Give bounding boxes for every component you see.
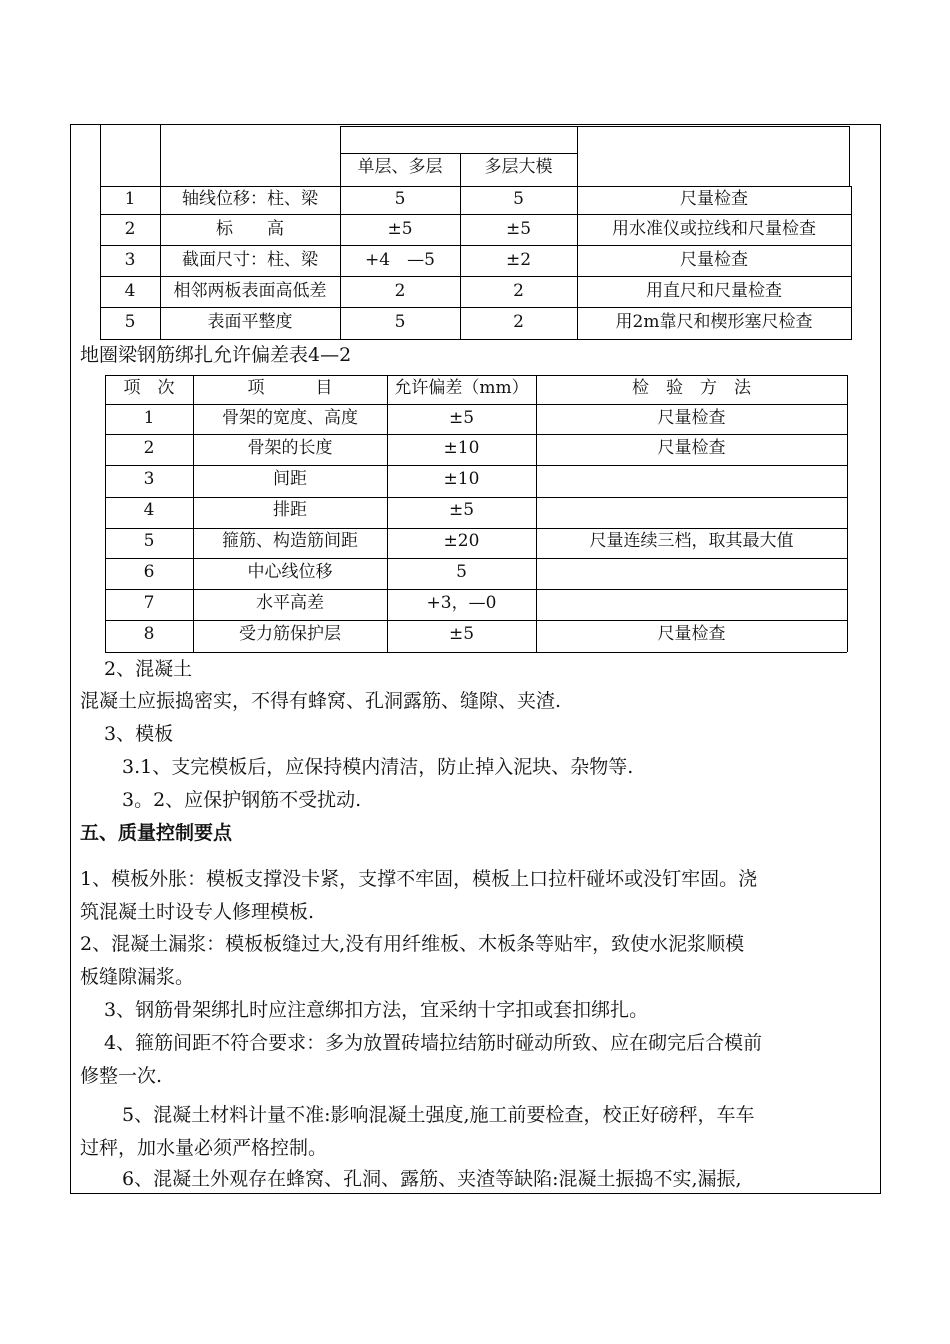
table1-header-multi-large: 多层大模 <box>484 157 553 177</box>
table2-line <box>105 528 847 529</box>
table1-line <box>340 153 577 154</box>
table2-row6-item: 中心线位移 <box>247 562 333 582</box>
quality-point-4-line2: 修整一次. <box>80 1065 163 1087</box>
table2-row6-tol: 5 <box>456 562 467 582</box>
table2-row6-no: 6 <box>143 562 155 582</box>
table1-row4-v1: 2 <box>394 281 406 301</box>
formwork-point-2: 3。2、应保护钢筋不受扰动. <box>122 789 362 811</box>
table2-row4-item: 排距 <box>273 500 307 520</box>
table2-line <box>105 620 847 621</box>
table2-row8-item: 受力筋保护层 <box>239 624 341 644</box>
table1-row2-v1: ±5 <box>387 219 413 239</box>
table1-line <box>340 126 577 127</box>
table2-row5-item: 箍筋、构造筋间距 <box>222 531 358 551</box>
table1-line <box>100 214 851 215</box>
section-concrete-body: 混凝土应振捣密实，不得有蜂窝、孔洞露筋、缝隙、夹渣. <box>80 690 562 712</box>
table1-row2-v2: ±5 <box>505 219 532 239</box>
table1-row4-method: 用直尺和尺量检查 <box>646 281 782 301</box>
table2-row5-method: 尺量连续三档，取其最大值 <box>589 531 794 551</box>
table1-row5-item: 表面平整度 <box>207 312 293 332</box>
table2-row7-no: 7 <box>143 593 155 613</box>
table1-line <box>100 186 851 187</box>
table2-row8-no: 8 <box>143 624 155 644</box>
quality-point-6-line1: 6、混凝土外观存在蜂窝、孔洞、露筋、夹渣等缺陷:混凝土振捣不实,漏振, <box>122 1168 742 1190</box>
table1-row4-item: 相邻两板表面高低差 <box>173 281 327 301</box>
table1-row5-no: 5 <box>124 312 136 332</box>
table1-row3-v1: +4 —5 <box>365 250 435 270</box>
quality-point-5-line2: 过秤，加水量必须严格控制。 <box>80 1137 328 1159</box>
table1-line <box>849 126 850 186</box>
quality-point-1-line1: 1、模板外胀：模板支撑没卡紧，支撑不牢固，模板上口拉杆碰坏或没钉牢固。浇 <box>80 868 758 890</box>
table1-row5-v1: 5 <box>394 312 406 332</box>
table2-row2-no: 2 <box>143 438 155 458</box>
table2-line <box>105 404 847 405</box>
table2-row4-no: 4 <box>143 500 155 520</box>
table2-row1-no: 1 <box>143 408 155 428</box>
table1-row1-no: 1 <box>124 189 136 209</box>
table1-row3-no: 3 <box>124 250 136 270</box>
table2-row3-item: 间距 <box>273 469 307 489</box>
table2-line <box>105 375 847 376</box>
table1-row5-method: 用2m靠尺和楔形塞尺检查 <box>615 312 813 332</box>
quality-point-2-line1: 2、混凝土漏浆：模板板缝过大,没有用纤维板、木板条等贴牢，致使水泥浆顺模 <box>80 933 745 955</box>
table2-header-tolerance: 允许偏差（mm） <box>394 378 529 398</box>
table2-row1-method: 尺量检查 <box>657 408 726 428</box>
table2-header-method: 检 验 方 法 <box>632 378 751 398</box>
table1-header-single-multi: 单层、多层 <box>357 157 443 177</box>
quality-point-2-line2: 板缝隙漏浆。 <box>80 966 195 988</box>
table1-row3-method: 尺量检查 <box>680 250 748 270</box>
quality-point-3: 3、钢筋骨架绑扎时应注意绑扣方法，宜采纳十字扣或套扣绑扎。 <box>104 999 649 1021</box>
table2-line <box>105 589 847 590</box>
table1-row1-item: 轴线位移：柱、梁 <box>182 189 318 209</box>
table2-row7-item: 水平高差 <box>256 593 324 613</box>
formwork-point-1: 3.1、支完模板后，应保持模内清洁，防止掉入泥块、杂物等. <box>122 756 634 778</box>
table2-row3-tol: ±10 <box>443 469 480 489</box>
table2-row4-tol: ±5 <box>448 500 475 520</box>
table2-line <box>105 497 847 498</box>
table1-row1-v1: 5 <box>394 189 406 209</box>
table2-row7-tol: +3，—0 <box>426 593 497 613</box>
quality-control-heading: 五、质量控制要点 <box>80 822 233 844</box>
table1-row2-no: 2 <box>124 219 136 239</box>
table1-row3-item: 截面尺寸：柱、梁 <box>182 250 318 270</box>
table2-header-no: 项 次 <box>123 378 175 398</box>
table1-line <box>577 126 849 127</box>
table1-row3-v2: ±2 <box>505 250 532 270</box>
table2-line <box>105 434 847 435</box>
table1-row2-item: 标 高 <box>216 219 284 239</box>
table2-row5-no: 5 <box>143 531 155 551</box>
table1-row5-v2: 2 <box>513 312 524 332</box>
table2-line <box>105 652 847 653</box>
table2-row1-tol: ±5 <box>448 408 475 428</box>
table2-row2-tol: ±10 <box>443 438 480 458</box>
table2-row5-tol: ±20 <box>443 531 480 551</box>
table2-row1-item: 骨架的宽度、高度 <box>222 408 358 428</box>
section-formwork-title: 3、模板 <box>104 723 174 745</box>
table2-row2-item: 骨架的长度 <box>247 438 333 458</box>
table2-line <box>105 465 847 466</box>
section-concrete-title: 2、混凝土 <box>104 658 193 680</box>
table1-row4-no: 4 <box>124 281 136 301</box>
table1-row1-method: 尺量检查 <box>680 189 748 209</box>
table2-row8-tol: ±5 <box>448 624 475 644</box>
table1-row4-v2: 2 <box>513 281 524 301</box>
table1-line <box>100 245 851 246</box>
table2-line <box>847 375 848 652</box>
table2-row2-method: 尺量检查 <box>657 438 726 458</box>
quality-point-1-line2: 筑混凝土时设专人修理模板. <box>80 901 315 923</box>
table2-header-item: 项 目 <box>247 378 333 398</box>
table2-caption: 地圈梁钢筋绑扎允许偏差表4—2 <box>80 344 352 366</box>
quality-point-5-line1: 5、混凝土材料计量不准:影响混凝土强度,施工前要检查，校正好磅秤，车车 <box>122 1104 755 1126</box>
quality-point-4-line1: 4、箍筋间距不符合要求：多为放置砖墙拉结筋时碰动所致、应在砌完后合模前 <box>104 1032 763 1054</box>
table2-line <box>105 558 847 559</box>
table1-line <box>100 307 851 308</box>
table1-line <box>100 276 851 277</box>
table1-row1-v2: 5 <box>513 189 524 209</box>
table1-line <box>100 339 851 340</box>
table2-row3-no: 3 <box>143 469 155 489</box>
table1-row2-method: 用水准仪或拉线和尺量检查 <box>612 219 816 239</box>
table1-line <box>851 186 852 340</box>
table2-row8-method: 尺量检查 <box>657 624 726 644</box>
